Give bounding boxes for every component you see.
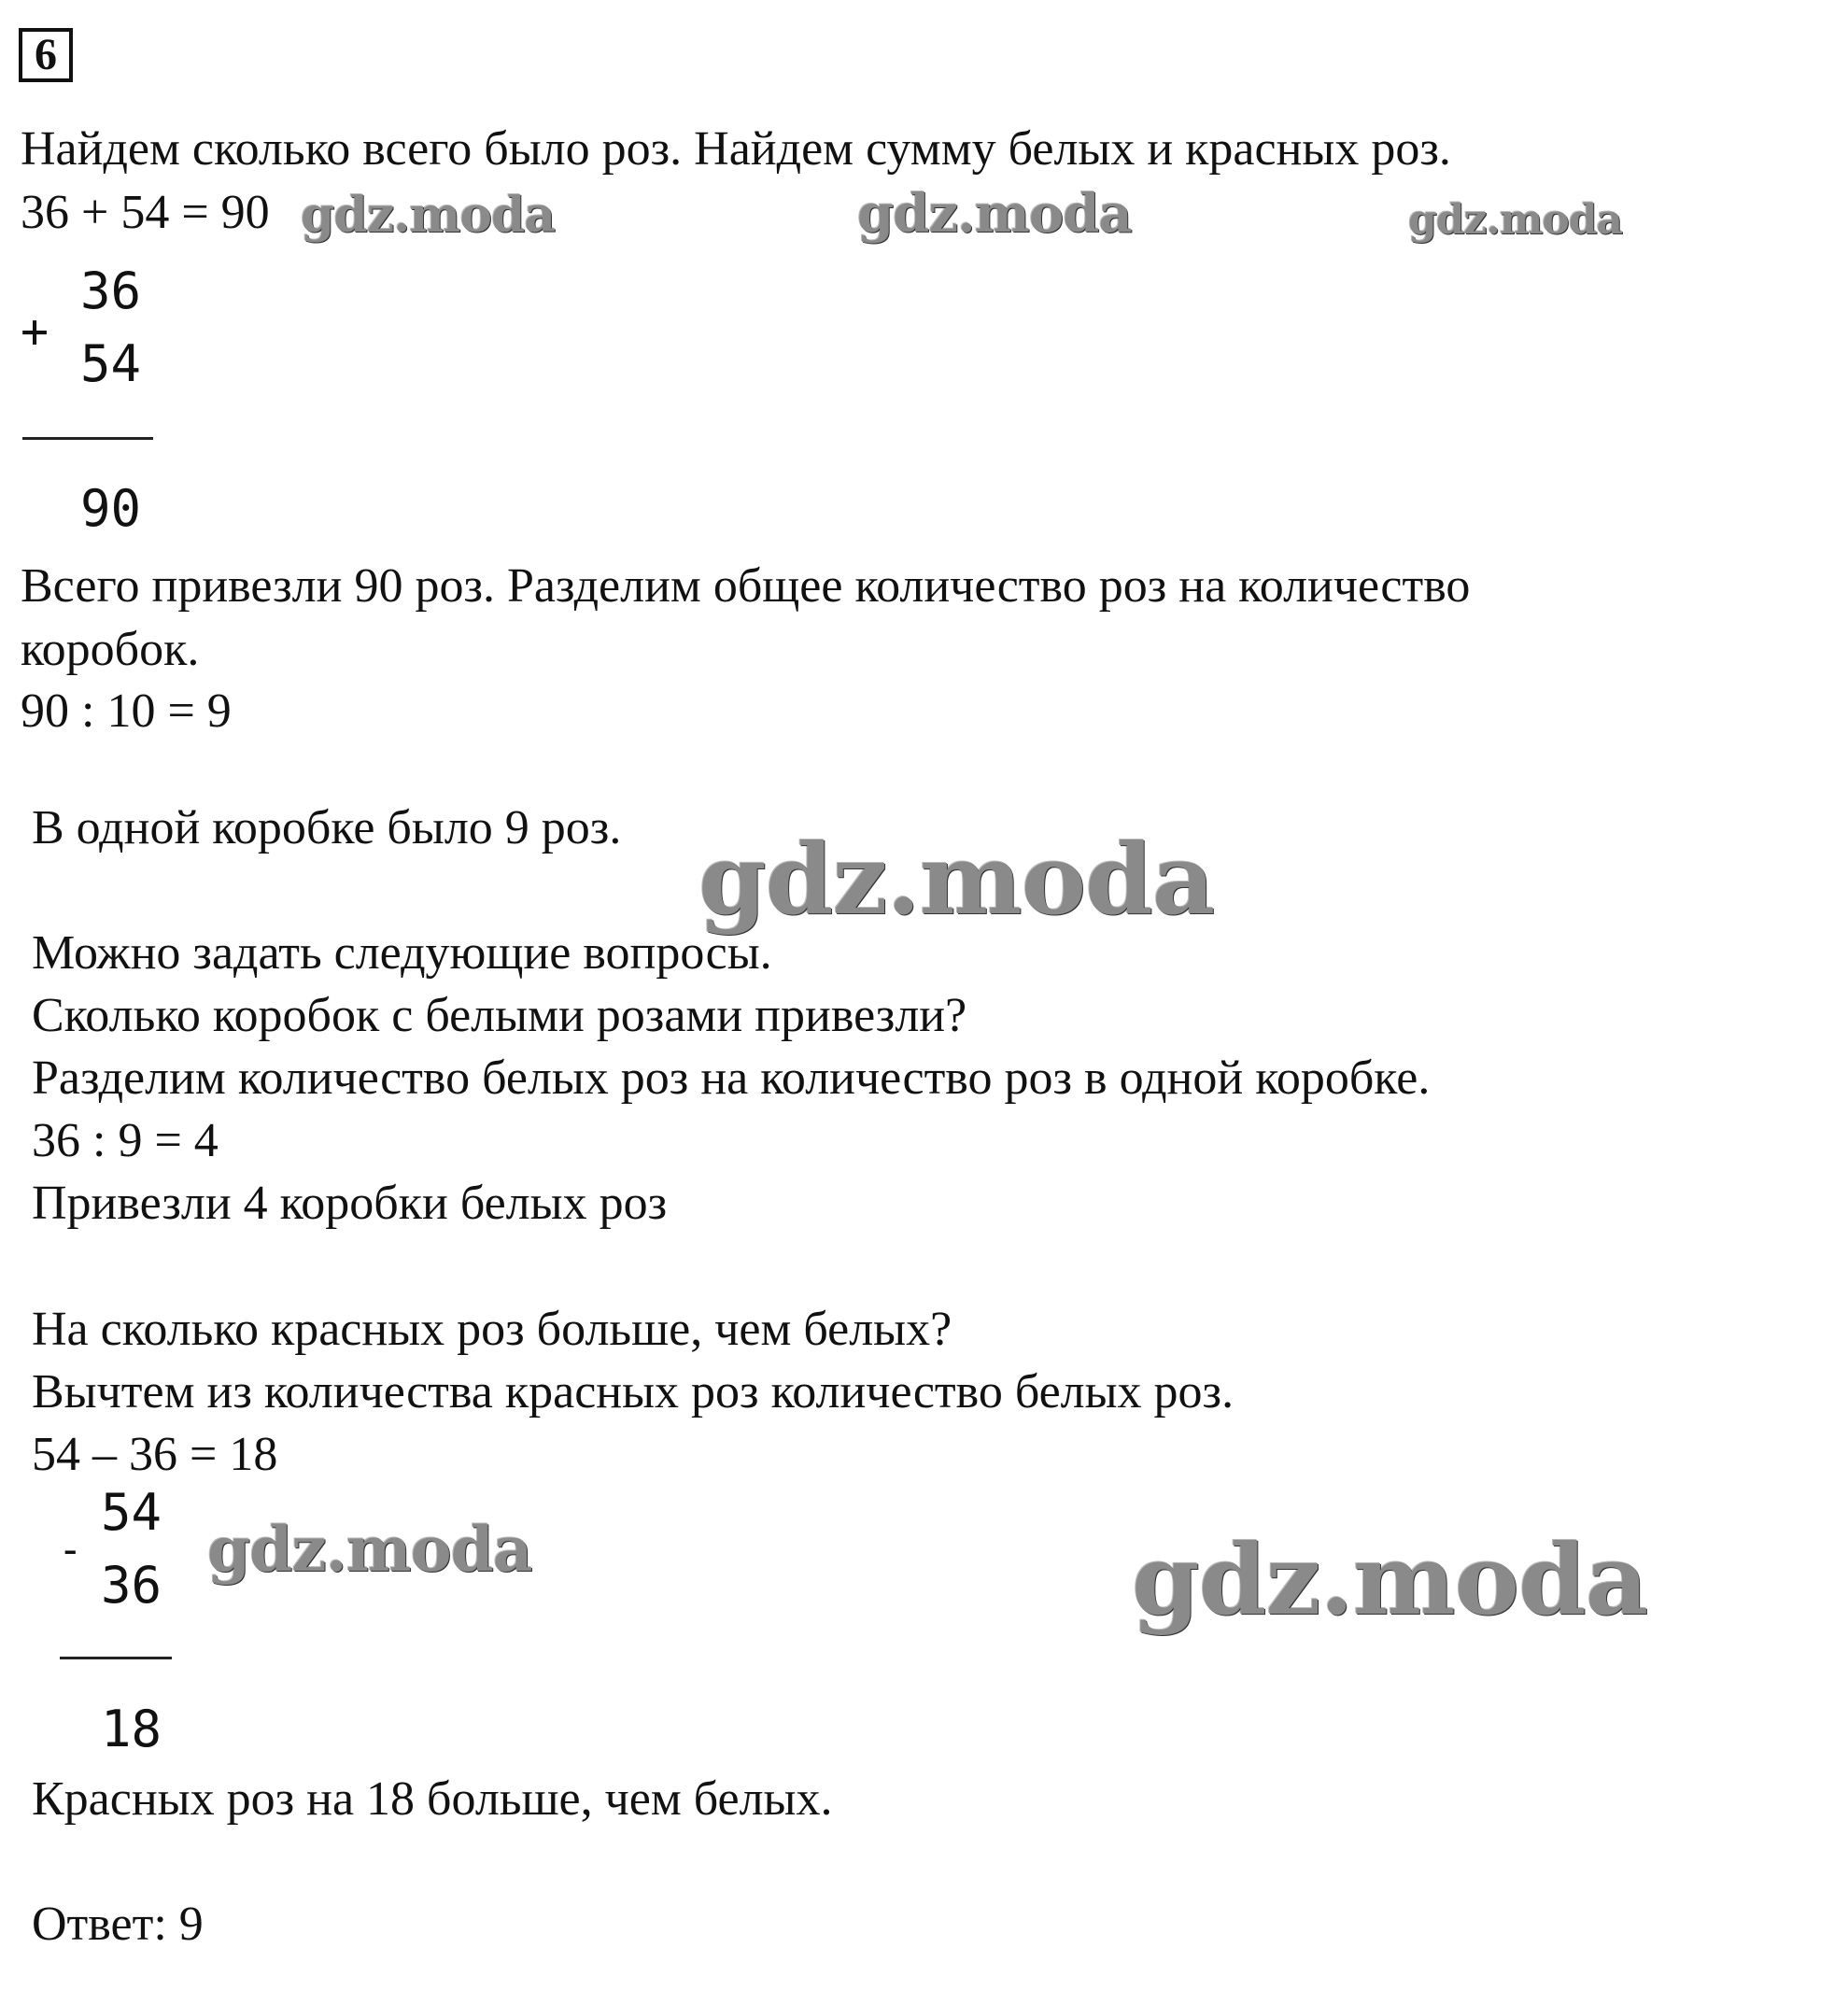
total-line-1: Всего привезли 90 роз. Разделим общее количество роз на количество bbox=[21, 559, 1471, 613]
add-sign: + bbox=[21, 304, 49, 359]
add-divider-line bbox=[22, 437, 153, 440]
watermark: gdz.moda bbox=[698, 822, 1215, 937]
division-equation-1: 90 : 10 = 9 bbox=[21, 685, 232, 738]
answer-1: Привезли 4 коробки белых роз bbox=[32, 1177, 668, 1230]
answer-2: Красных роз на 18 больше, чем белых. bbox=[32, 1772, 833, 1826]
division-equation-2: 36 : 9 = 4 bbox=[32, 1114, 219, 1167]
watermark: gdz.moda bbox=[857, 183, 1132, 245]
intro-line: Найдем сколько всего было роз. Найдем сумму белых и красных роз. bbox=[21, 122, 1451, 176]
watermark: gdz.moda bbox=[1408, 196, 1623, 244]
sub-bottom-number: 36 bbox=[101, 1556, 162, 1615]
final-answer: Ответ: 9 bbox=[32, 1898, 204, 1951]
sum-equation: 36 + 54 = 90 bbox=[21, 186, 270, 239]
question-1: Сколько коробок с белыми розами привезли? bbox=[32, 989, 967, 1042]
task-number-box: 6 bbox=[19, 28, 73, 82]
subtraction-equation: 54 – 36 = 18 bbox=[32, 1428, 278, 1481]
sub-top-number: 54 bbox=[101, 1483, 162, 1542]
sub-sign: - bbox=[58, 1526, 83, 1574]
one-box-line: В одной коробке было 9 роз. bbox=[32, 801, 622, 854]
add-top-number: 36 bbox=[80, 261, 142, 320]
subtract-explanation: Вычтем из количества красных роз количество белых роз. bbox=[32, 1365, 1234, 1418]
divide-explanation: Разделим количество белых роз на количество роз в одной коробке. bbox=[32, 1051, 1431, 1105]
sub-result: 18 bbox=[101, 1700, 162, 1758]
add-result: 90 bbox=[80, 479, 142, 538]
questions-line: Можно задать следующие вопросы. bbox=[32, 926, 772, 980]
watermark: gdz.moda bbox=[207, 1513, 532, 1586]
watermark: gdz.moda bbox=[301, 187, 556, 244]
add-bottom-number: 54 bbox=[80, 334, 142, 393]
sub-divider-line bbox=[60, 1657, 172, 1659]
question-2: На сколько красных роз больше, чем белых? bbox=[32, 1303, 952, 1356]
total-line-2: коробок. bbox=[21, 623, 200, 676]
watermark: gdz.moda bbox=[1132, 1522, 1648, 1637]
